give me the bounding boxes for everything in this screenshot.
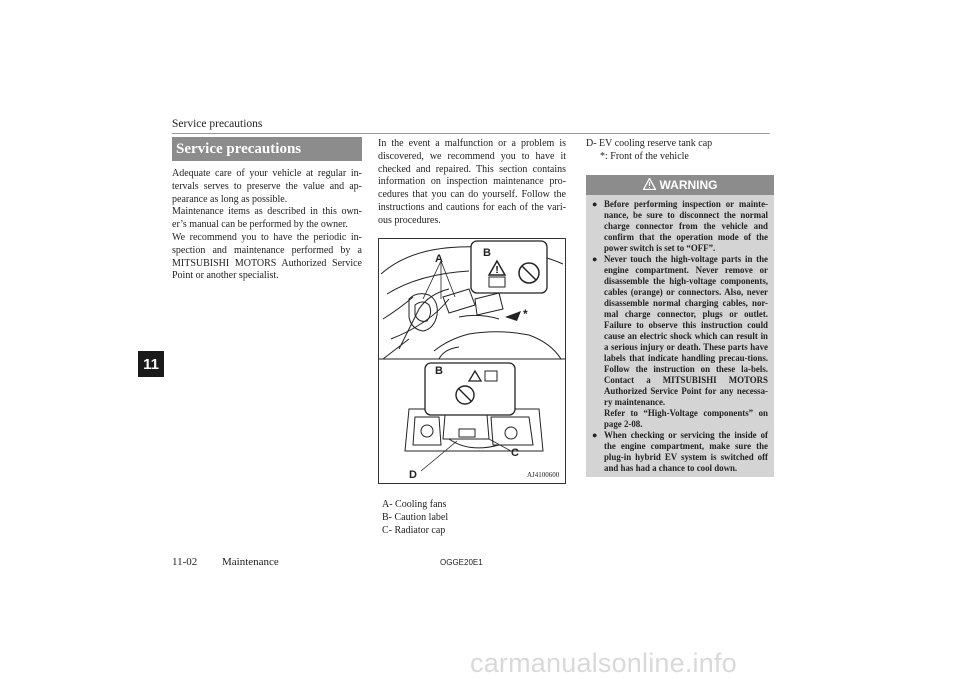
page-number: 11-02 xyxy=(172,556,198,568)
engine-illustration xyxy=(379,239,565,483)
intro-text-left xyxy=(172,168,362,283)
warning-title: WARNING xyxy=(659,178,718,192)
figure-legend xyxy=(382,499,448,537)
document-code: OGGE20E1 xyxy=(440,558,483,567)
svg-text:!: ! xyxy=(495,265,499,276)
callout-star: * xyxy=(523,307,528,321)
warning-text: When checking or servicing the inside of the engine compartment, make sure the plug-in hybrid EV system is switched off and has had a chance to cool down. xyxy=(604,430,768,473)
paragraph: Adequate care of your vehicle at regular in-tervals serves to preserve the value and ap-pearance as long as possible. xyxy=(172,168,362,205)
legend-item: B- Caution label xyxy=(382,511,449,523)
callout-b-top: B xyxy=(483,247,491,259)
watermark: carmanualsonline.info xyxy=(470,648,737,678)
callout-a: A xyxy=(435,253,443,265)
bullet-icon xyxy=(592,430,597,441)
legend-item: D- EV cooling reserve tank cap xyxy=(586,138,713,149)
paragraph: Maintenance items as described in this own-er’s manual can be performed by the owner. xyxy=(172,206,362,231)
warning-item xyxy=(592,254,768,430)
callout-c: C xyxy=(511,447,519,459)
warning-item xyxy=(592,199,768,254)
legend-continued xyxy=(586,138,712,164)
running-header: Service precautions xyxy=(172,118,263,130)
section-banner: Service precautions xyxy=(172,137,362,161)
warning-reference: Refer to “High-Voltage components” on page 2-08. xyxy=(604,408,768,429)
footer-section: Maintenance xyxy=(222,556,279,568)
intro-text-middle xyxy=(378,138,566,228)
legend-item: C- Radiator cap xyxy=(382,524,446,536)
paragraph: We recommend you to have the periodic in-spection and maintenance performed by a MITSUBISHI MOTORS Authorized Service Point or another specialist. xyxy=(172,231,362,282)
engine-compartment-figure xyxy=(378,238,566,484)
figure-code: AJ4100600 xyxy=(527,471,560,479)
warning-text: Before performing inspection or mainte-nance, be sure to disconnect the normal charge connector from the vehicle and confirm that the operation mode of the power switch is set to “OFF”. xyxy=(604,199,768,253)
warning-triangle-icon xyxy=(643,178,656,193)
chapter-tab: 11 xyxy=(138,351,164,377)
warning-header xyxy=(586,175,774,195)
paragraph: In the event a malfunction or a problem is discovered, we recommend you to have it checked and repaired. This section contains information on inspection maintenance pro-cedures that you can do yourself. Follow the instructions and cautions for each of the vari-ous procedures. xyxy=(378,138,566,226)
warning-item xyxy=(592,430,768,474)
callout-d: D xyxy=(409,469,417,481)
header-divider xyxy=(172,133,770,134)
front-footnote: *: Front of the vehicle xyxy=(600,150,689,162)
bullet-icon xyxy=(592,199,597,210)
warning-body xyxy=(586,195,774,478)
warning-box xyxy=(586,175,774,477)
bullet-icon xyxy=(592,254,597,265)
warning-text: Never touch the high-voltage parts in the engine compartment. Never remove or disassemble the high-voltage components, cables (orange) or connectors. Also, never disassemble normal charging cables, nor-mal charge connector, plugs or outlet. Failure to observe this instruction could cause an electric shock which can result in a serious injury or death. These parts have labels that indicate handling precau-tions. Follow the instruction on these la-bels. Contact a MITSUBISHI MOTORS Authorized Service Point for any necessa-ry maintenance. xyxy=(604,254,768,407)
callout-b-bottom: B xyxy=(435,365,443,377)
legend-item: A- Cooling fans xyxy=(382,499,447,510)
